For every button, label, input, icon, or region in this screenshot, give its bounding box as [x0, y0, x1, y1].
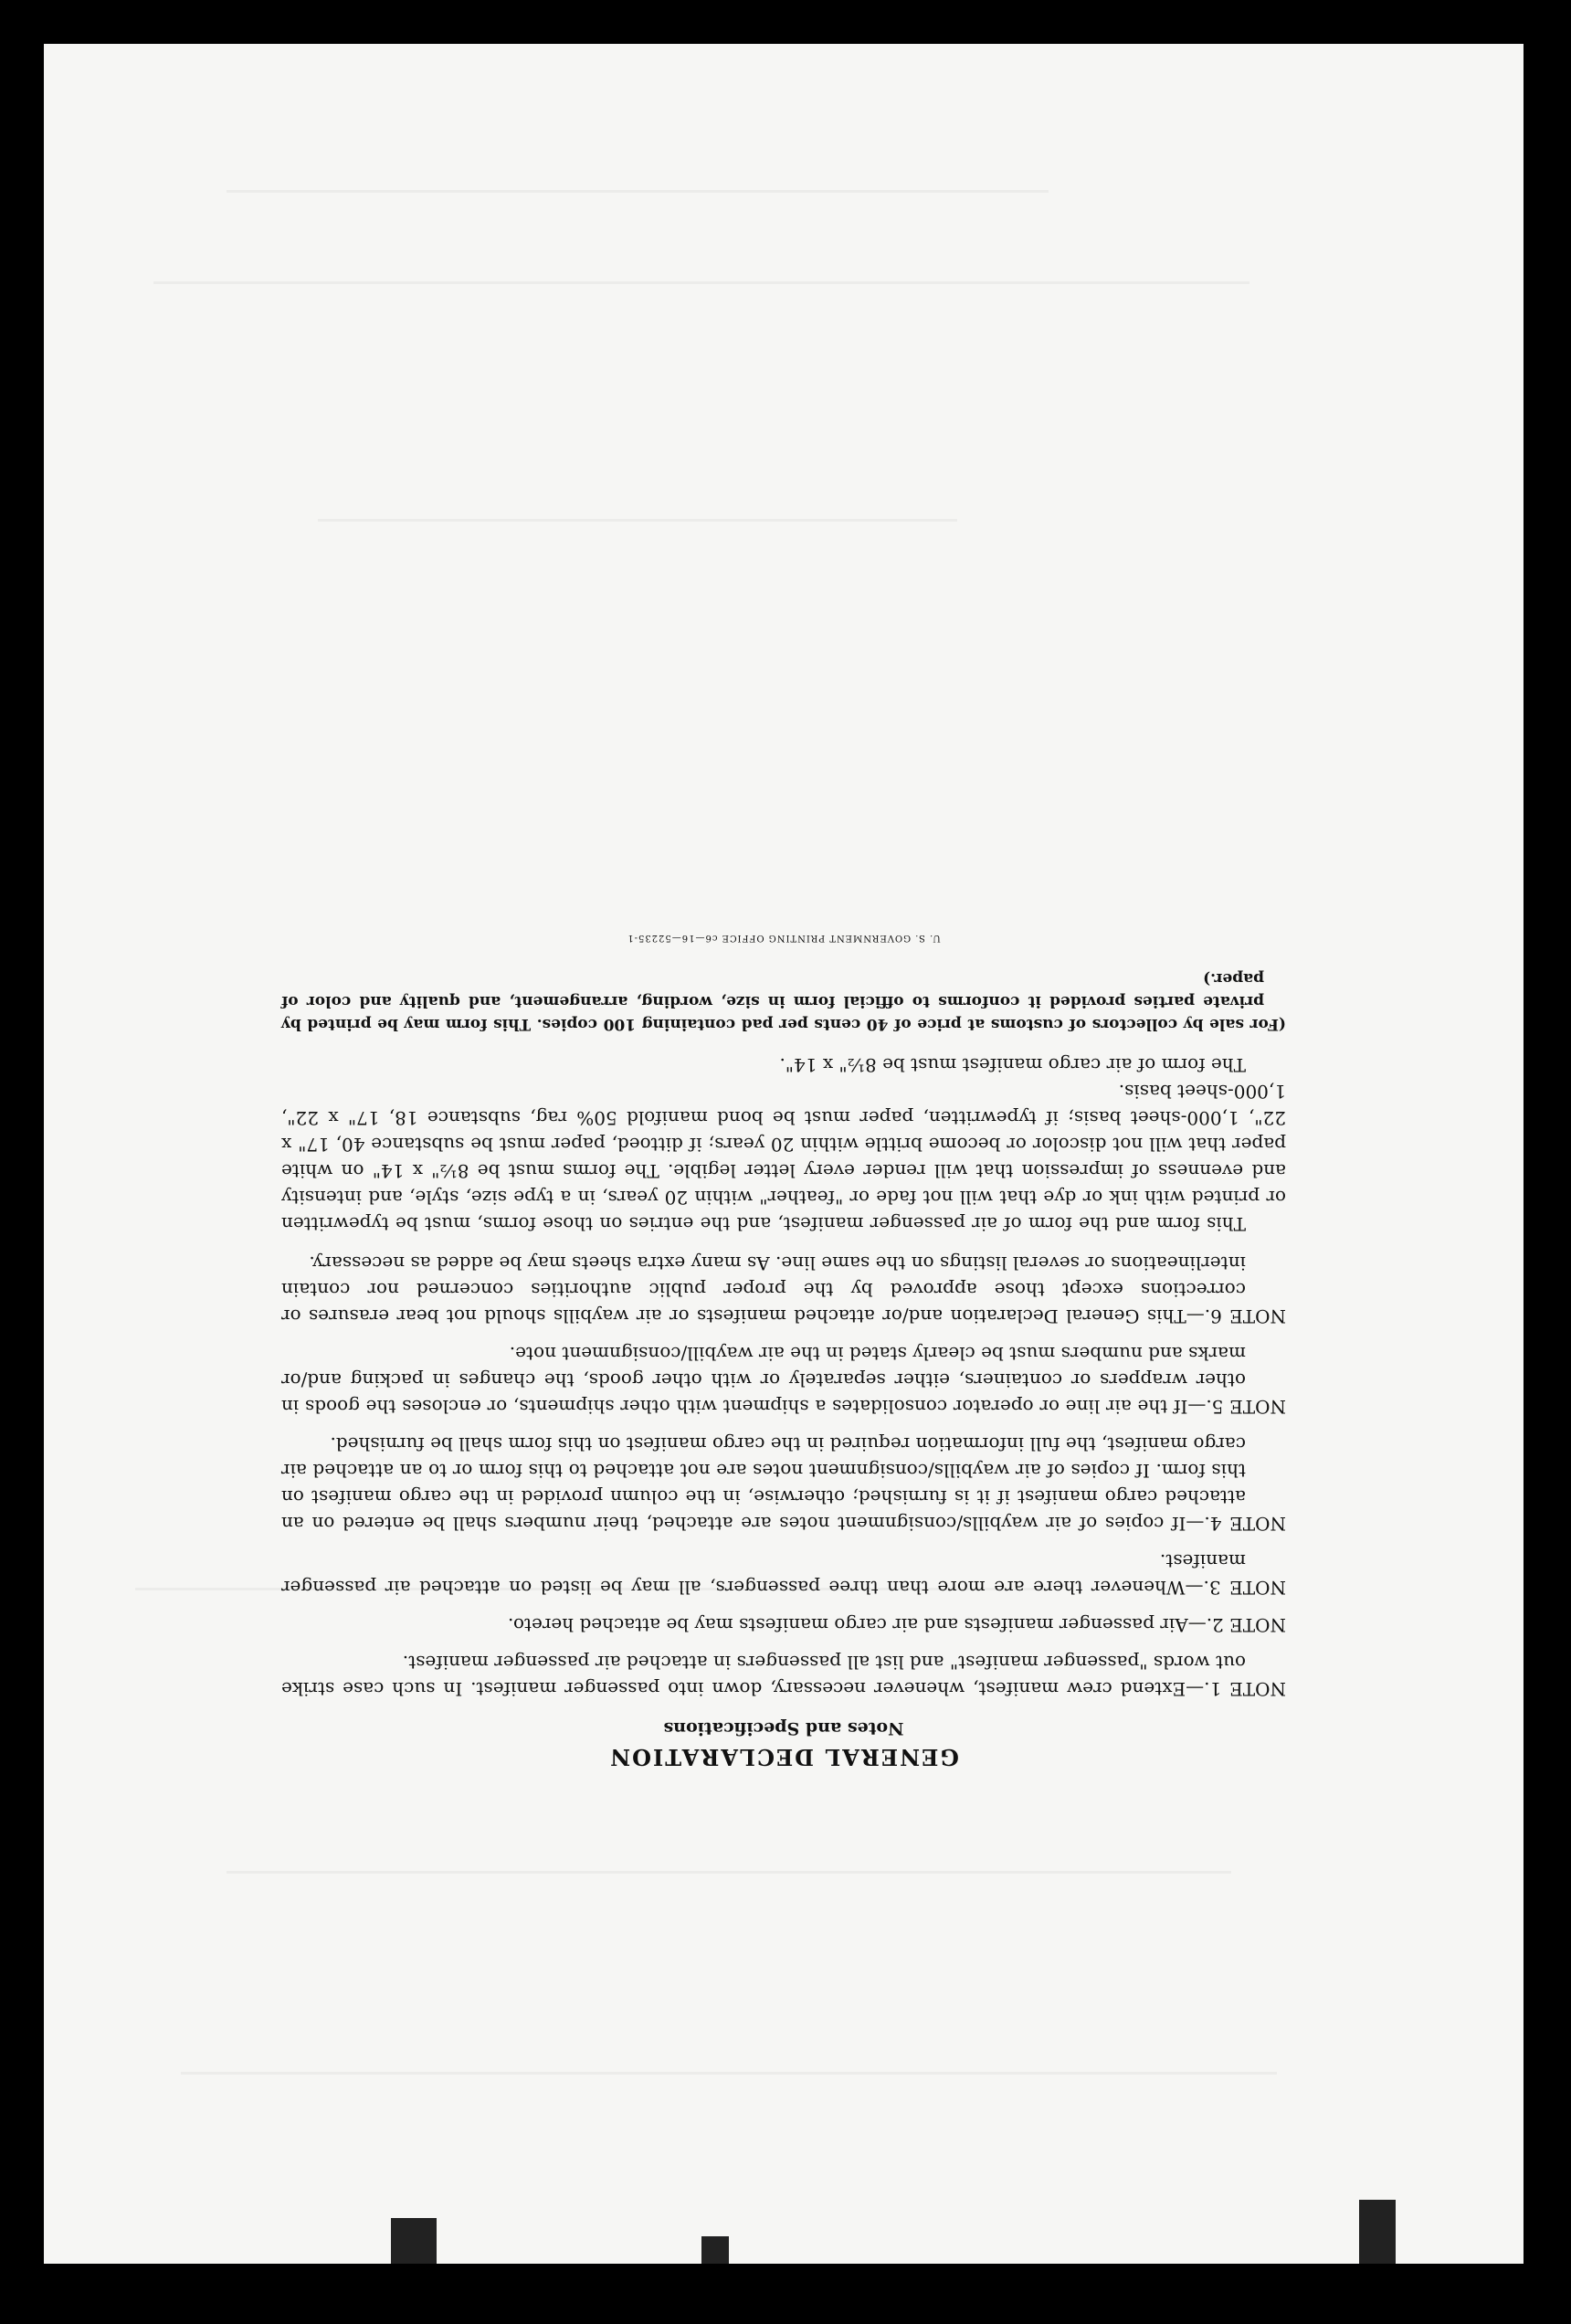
bleed-through-line — [227, 190, 1049, 193]
bottom-edge — [44, 2264, 1524, 2282]
bleed-through-line — [181, 2072, 1277, 2075]
printer-imprint: U. S. GOVERNMENT PRINTING OFFICE c6—16—52235-1 — [627, 933, 941, 943]
note-6: NOTE 6.—This General Declaration and/or attached manifests or air waybills should not bear erasures or corrections except those approved by the proper public authorities concerned nor contain interlineations or several listings on the same line. As many extra sheets may be added as necessary. — [281, 1252, 1286, 1327]
upside-down-text-block — [281, 610, 1286, 1770]
note-1: NOTE 1.—Extend crew manifest, whenever necessary, down into passenger manifest. In such case strike out words "passenger manifest" and list all passengers in attached air passenger manifest. — [281, 1652, 1286, 1700]
note-2: NOTE 2.—Air passenger manifests and air cargo manifests may be attached hereto. — [507, 1614, 1286, 1636]
bleed-through-line — [153, 281, 1249, 284]
note-3: NOTE 3.—Whenever there are more than three passengers, all may be listed on attached air passenger manifest. — [281, 1550, 1286, 1599]
document-subtitle: Notes and Specifications — [663, 1718, 904, 1738]
document-title: GENERAL DECLARATION — [608, 1744, 959, 1770]
form-specification: This form and the form of air passenger manifest, and the entries on those forms, must be typewritten or printed with ink or dye that will not fade or "feather" within 20 years, in a type size, style, and intensity and evenness of impression that will render every letter legible. The forms must be 8½" x 14" on white paper that will not discolor or become brittle within 20 years; if dittoed, paper must be substance 40, 17" x 22", 1,000-sheet basis; if typewritten, paper must be bond manifold 50% rag, substance 18, 17" x 22", 1,000-sheet basis. — [281, 1081, 1286, 1235]
document-page — [44, 44, 1524, 2282]
note-4: NOTE 4.—If copies of air waybills/consignment notes are attached, their numbers shall be entered on an attached cargo manifest if it is furnished; otherwise, in the column provided in the cargo manifest on this form. If copies of air waybills/consignment notes are not attached to this form or to an attached air cargo manifest, the full information required in the cargo manifest on this form shall be furnished. — [281, 1433, 1286, 1535]
note-5: NOTE 5.—If the air line or operator consolidates a shipment with other shipments, or encloses the goods in other wrappers or containers, either separately or with other goods, the changes in packing and/or marks and numbers must be clearly stated in the air waybill/consignment note. — [281, 1343, 1286, 1418]
cargo-form-size: The form of air cargo manifest must be 8½" x 14". — [779, 1054, 1246, 1076]
bleed-through-line — [227, 1871, 1231, 1874]
sale-notice: (For sale by collectors of customs at price of 40 cents per pad containing 100 copies. This form may be printed by private parties provided it conforms to official form in size, wording, arrangement, and quality and color of paper.) — [281, 969, 1286, 1033]
bleed-through-line — [318, 519, 957, 522]
